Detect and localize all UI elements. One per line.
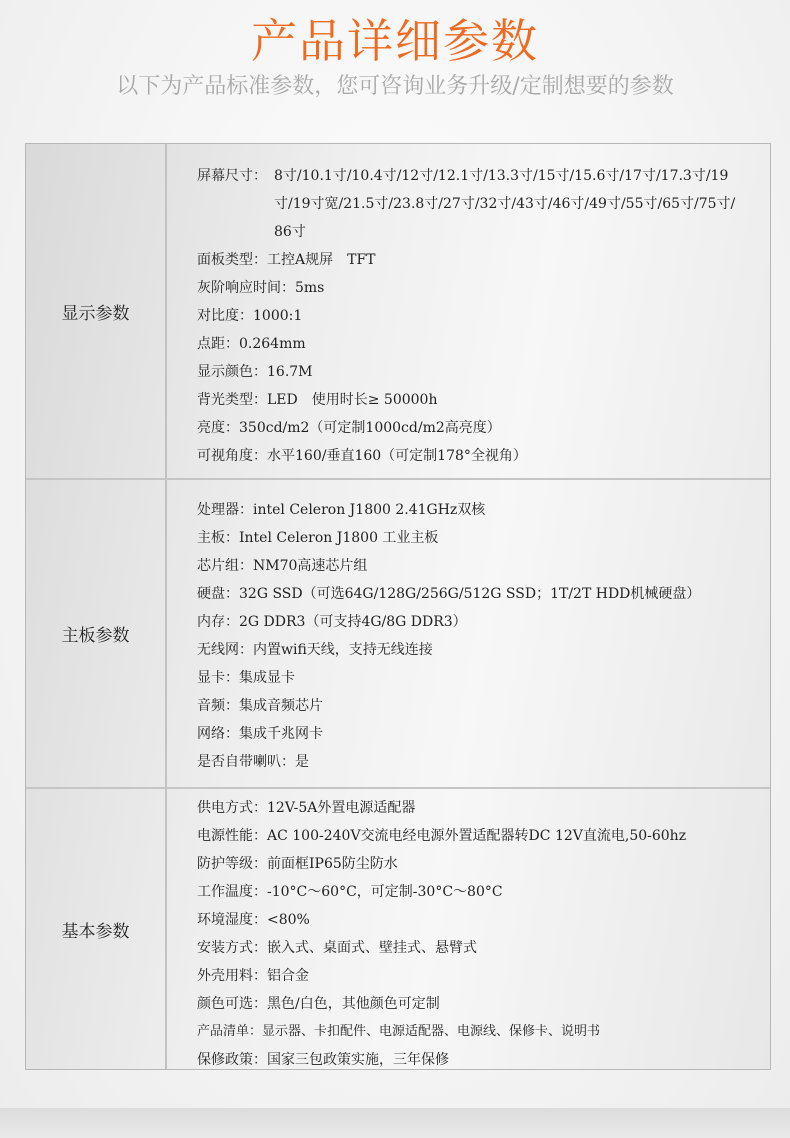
spec-value: 显示器、卡扣配件、电源适配器、电源线、保修卡、说明书	[262, 1024, 601, 1039]
spec-row	[197, 274, 760, 302]
spec-row	[197, 906, 760, 934]
spec-key: 灰阶响应时间：	[197, 280, 295, 296]
spec-key: 供电方式：	[197, 800, 267, 816]
section-label: 显示参数	[26, 144, 167, 478]
spec-key: 点距：	[197, 336, 239, 352]
spec-row-screen-size	[197, 162, 760, 246]
spec-value: 8寸/10.1寸/10.4寸/12寸/12.1寸/13.3寸/15寸/15.6寸/17寸/17.3寸/19寸/19寸宽/21.5寸/23.8寸/27寸/32寸/43寸/46寸/49寸/55寸/65寸/75寸/86寸	[274, 168, 736, 240]
spec-rows	[197, 794, 760, 1074]
spec-key: 显示颜色：	[197, 364, 267, 380]
spec-row	[197, 386, 760, 414]
spec-value: <80%	[267, 912, 310, 928]
section-label: 主板参数	[26, 480, 167, 787]
spec-row	[197, 414, 760, 442]
spec-row	[197, 302, 760, 330]
spec-value: 嵌入式、桌面式、壁挂式、悬臂式	[267, 940, 477, 956]
spec-row	[197, 552, 760, 580]
spec-key: 是否自带喇叭：	[197, 754, 295, 770]
spec-row	[197, 720, 760, 748]
spec-value: 0.264mm	[239, 336, 306, 352]
spec-row	[197, 1018, 760, 1046]
spec-row	[197, 692, 760, 720]
spec-value: 国家三包政策实施，三年保修	[267, 1052, 449, 1068]
page-title: 产品详细参数	[251, 14, 539, 68]
spec-value: 集成千兆网卡	[239, 726, 323, 742]
spec-value: 16.7M	[267, 364, 313, 380]
spec-row	[197, 664, 760, 692]
spec-row	[197, 822, 760, 850]
spec-row	[197, 524, 760, 552]
spec-key: 电源性能：	[197, 828, 267, 844]
spec-key: 防护等级：	[197, 856, 267, 872]
spec-key: 主板：	[197, 530, 239, 546]
spec-key: 面板类型：	[197, 252, 267, 268]
spec-value: 350cd/m2（可定制1000cd/m2高亮度）	[239, 420, 501, 436]
spec-key: 环境湿度：	[197, 912, 267, 928]
spec-row	[197, 794, 760, 822]
spec-row	[197, 1046, 760, 1074]
spec-key: 处理器：	[197, 502, 253, 518]
spec-value: AC 100-240V交流电经电源外置适配器转DC 12V直流电,50-60hz	[267, 828, 687, 844]
spec-value: Intel Celeron J1800 工业主板	[239, 530, 439, 546]
spec-value: 2G DDR3（可支持4G/8G DDR3）	[239, 614, 467, 630]
spec-key: 无线网：	[197, 642, 253, 658]
spec-value: 铝合金	[267, 968, 309, 984]
section-display	[26, 144, 770, 480]
spec-value: 32G SSD（可选64G/128G/256G/512G SSD；1T/2T HDD机械硬盘）	[239, 586, 701, 602]
spec-row	[197, 496, 760, 524]
spec-value: 集成音频芯片	[239, 698, 323, 714]
spec-key: 亮度：	[197, 420, 239, 436]
section-label: 基本参数	[26, 789, 167, 1069]
spec-row	[197, 358, 760, 386]
spec-row	[197, 850, 760, 878]
spec-key: 屏幕尺寸：	[197, 168, 267, 184]
spec-key: 硬盘：	[197, 586, 239, 602]
spec-table	[25, 143, 771, 1070]
spec-value: NM70高速芯片组	[253, 558, 368, 574]
spec-key: 外壳用料：	[197, 968, 267, 984]
spec-key: 产品清单：	[197, 1024, 263, 1039]
spec-value: -10°C～60°C，可定制-30°C～80°C	[267, 884, 503, 900]
spec-value: 黑色/白色，其他颜色可定制	[267, 996, 440, 1012]
spec-key: 网络：	[197, 726, 239, 742]
spec-row	[197, 330, 760, 358]
spec-row	[197, 878, 760, 906]
spec-rows	[197, 162, 760, 470]
spec-key: 显卡：	[197, 670, 239, 686]
spec-value: 内置wifi天线，支持无线连接	[253, 642, 433, 658]
spec-value: 12V-5A外置电源适配器	[267, 800, 416, 816]
spec-value: 是	[295, 754, 309, 770]
spec-value: 前面框IP65防尘防水	[267, 856, 398, 872]
spec-value: 工控A规屏 TFT	[267, 252, 376, 268]
spec-value: intel Celeron J1800 2.41GHz双核	[253, 502, 486, 518]
spec-value: 集成显卡	[239, 670, 295, 686]
spec-key: 音频：	[197, 698, 239, 714]
spec-key: 保修政策：	[197, 1052, 267, 1068]
spec-value: LED 使用时长≥ 50000h	[267, 392, 438, 408]
page-subtitle: 以下为产品标准参数，您可咨询业务升级/定制想要的参数	[116, 74, 674, 99]
spec-key: 背光类型：	[197, 392, 267, 408]
spec-key: 内存：	[197, 614, 239, 630]
spec-row	[197, 636, 760, 664]
spec-row	[197, 580, 760, 608]
spec-row	[197, 608, 760, 636]
spec-key: 对比度：	[197, 308, 253, 324]
spec-row	[197, 934, 760, 962]
spec-key: 安装方式：	[197, 940, 267, 956]
spec-row	[197, 246, 760, 274]
spec-value: 1000:1	[253, 308, 303, 324]
section-mainboard	[26, 480, 770, 789]
spec-row	[197, 748, 760, 776]
spec-key: 工作温度：	[197, 884, 267, 900]
spec-row	[197, 990, 760, 1018]
spec-value: 水平160/垂直160（可定制178°全视角）	[267, 448, 527, 464]
spec-value: 5ms	[295, 280, 325, 296]
spec-rows	[197, 496, 760, 776]
spec-row	[197, 442, 760, 470]
spec-key: 可视角度：	[197, 448, 267, 464]
spec-key: 芯片组：	[197, 558, 253, 574]
footer-band	[0, 1108, 790, 1138]
spec-row	[197, 962, 760, 990]
spec-key: 颜色可选：	[197, 996, 267, 1012]
section-basic	[26, 789, 770, 1069]
